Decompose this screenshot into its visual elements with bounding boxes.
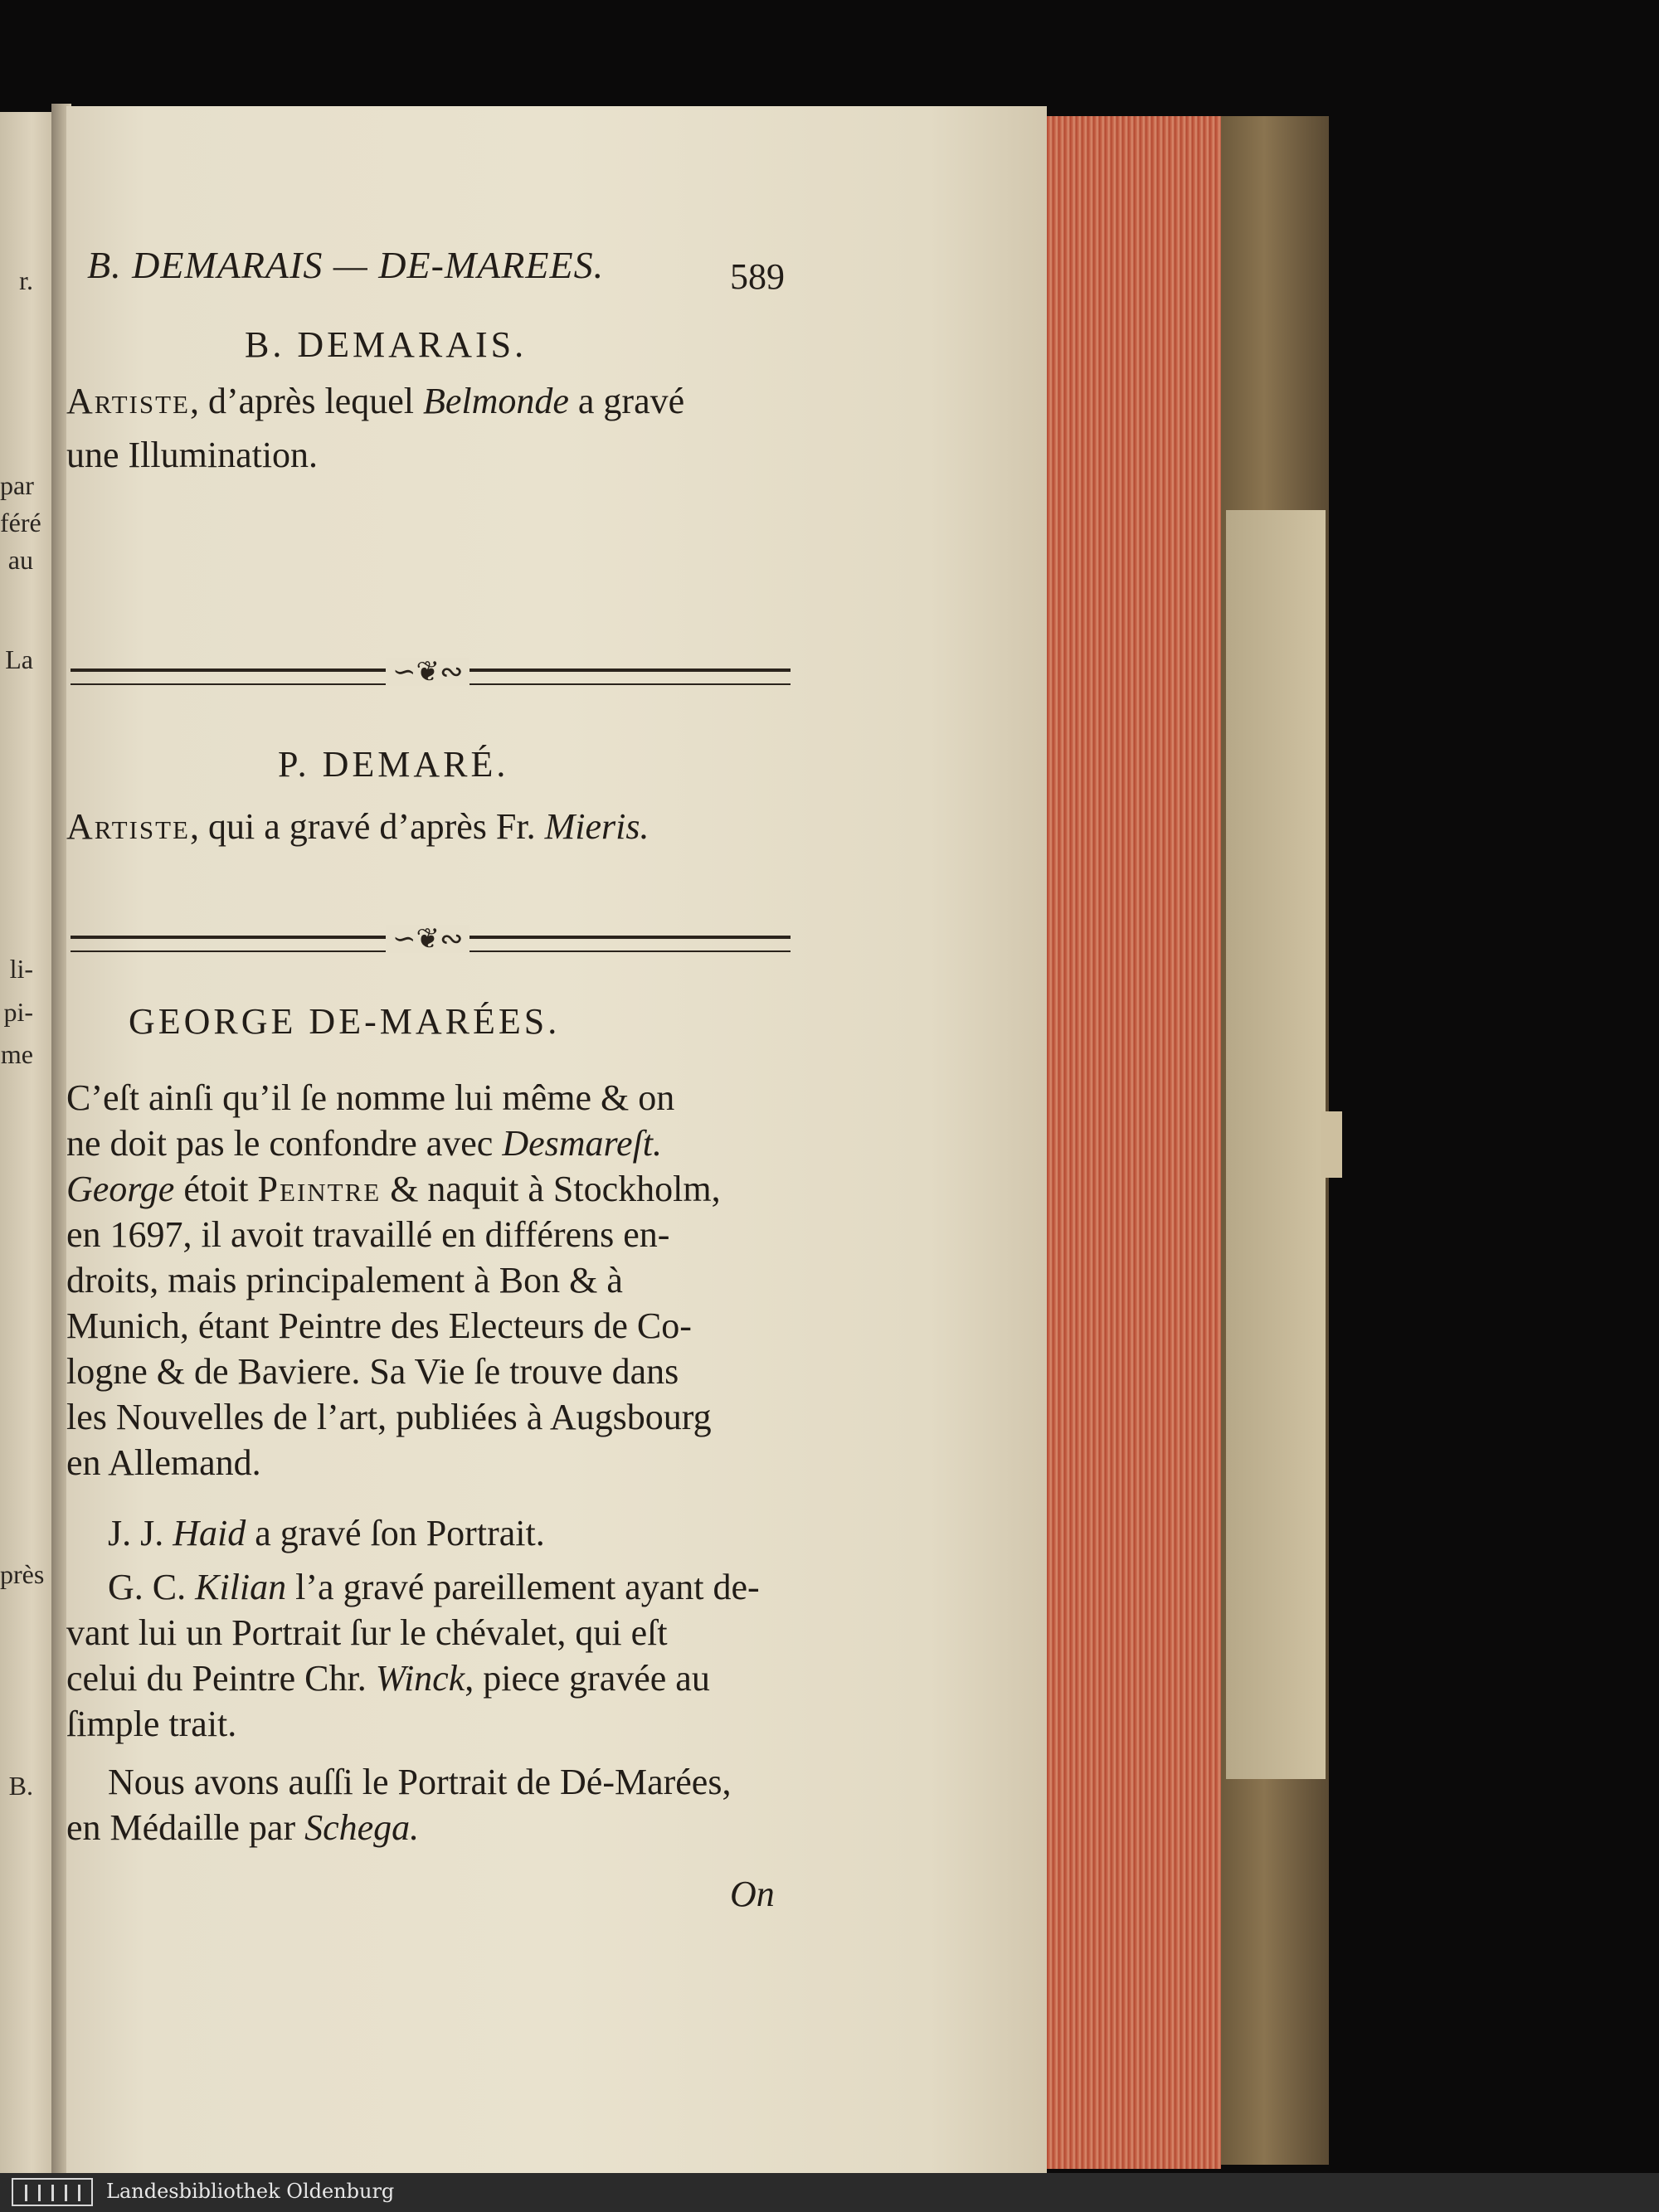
line-text: étoit (174, 1169, 258, 1209)
italic-text: Desmareſt. (502, 1123, 663, 1164)
entry-line (66, 1657, 710, 1699)
entry-line (66, 1396, 712, 1438)
line-text: , d’après lequel (189, 381, 423, 421)
page-tab (1321, 1111, 1342, 1178)
italic-text: Haid (173, 1513, 246, 1553)
left-fragment: au (7, 545, 33, 575)
left-fragment: pi- (3, 997, 33, 1027)
entry-heading: GEORGE DE-MARÉES. (129, 1001, 561, 1042)
footer-bar (0, 2173, 1659, 2212)
line-text: Munich, étant Peintre des Electeurs de Co- (66, 1305, 692, 1346)
entry-line (66, 1213, 669, 1256)
running-head: B. DEMARAIS — DE-MAREES. (87, 244, 605, 286)
entry-line (66, 805, 649, 848)
entry-line (66, 1259, 623, 1301)
entry-line (66, 380, 684, 422)
entry-line (66, 1350, 679, 1393)
left-fragment: féré (0, 508, 41, 537)
entry-line (66, 1122, 662, 1164)
italic-text: George (66, 1169, 175, 1209)
line-text: ſimple trait. (66, 1704, 237, 1744)
line-text: ne doit pas le confondre avec (66, 1123, 503, 1164)
line-text: l’a gravé pareillement ayant de- (286, 1567, 760, 1607)
line-text: une Illumination. (66, 435, 319, 475)
divider-ornament: ∽❦∾ (386, 925, 469, 953)
line-text: celui du Peintre Chr. (66, 1658, 376, 1699)
italic-text: Mieris. (544, 806, 649, 847)
entry-line (66, 1441, 261, 1484)
entry-heading: B. DEMARAIS. (245, 324, 528, 365)
line-text: les Nouvelles de l’art, publiées à Augsbourg (66, 1397, 712, 1437)
line-text: a gravé (568, 381, 685, 421)
line-text: G. C. (108, 1567, 196, 1607)
left-fragment: me (0, 1039, 33, 1069)
left-fragment: li- (9, 954, 33, 984)
italic-text: Schega. (304, 1807, 420, 1848)
italic-text: Kilian (195, 1567, 287, 1607)
italic-text: Winck (375, 1658, 465, 1699)
small-caps-text: Peintre (257, 1169, 382, 1209)
entry-line (66, 1168, 721, 1210)
divider-ornament: ∽❦∾ (386, 658, 469, 686)
left-page-fragment (0, 112, 58, 2181)
line-text: , piece gravée au (465, 1658, 710, 1699)
line-text: en Médaille par (66, 1807, 305, 1848)
entry-line (108, 1512, 545, 1554)
small-caps-text: Artiste (66, 806, 190, 847)
italic-text: Belmonde (422, 381, 569, 421)
entry-line (66, 1305, 692, 1347)
line-text: droits, mais principalement à Bon & à (66, 1260, 623, 1300)
entry-line (108, 1761, 731, 1803)
line-text: , qui a gravé d’après Fr. (189, 806, 545, 847)
left-fragment: près (0, 1559, 45, 1589)
line-text: vant lui un Portrait ſur le chévalet, qui eſt (66, 1612, 668, 1653)
line-text: logne & de Baviere. Sa Vie ſe trouve dans (66, 1351, 679, 1392)
small-caps-text: Artiste (66, 381, 190, 421)
line-text: a gravé ſon Portrait. (246, 1513, 545, 1553)
line-text: Nous avons auſſi le Portrait de Dé-Marées, (108, 1762, 732, 1802)
line-text: & naquit à Stockholm, (381, 1169, 721, 1209)
line-text: C’eſt ainſi qu’il ſe nomme lui même & on (66, 1077, 675, 1118)
footer-label: Landesbibliothek Oldenburg (106, 2180, 395, 2203)
line-text: en 1697, il avoit travaillé en différens en- (66, 1214, 670, 1255)
library-building-icon (12, 2178, 93, 2206)
entry-line (108, 1566, 760, 1608)
book-red-edge (1047, 116, 1221, 2169)
entry-line (66, 1612, 668, 1654)
left-fragment: r. (19, 265, 33, 295)
entry-line (66, 1703, 236, 1745)
page-number: 589 (730, 256, 785, 297)
book-cover-inset (1226, 510, 1326, 1779)
left-fragment: par (0, 470, 34, 500)
entry-line (66, 1077, 674, 1119)
left-fragment: La (5, 644, 33, 674)
entry-line (66, 1806, 419, 1849)
book-page (66, 106, 1047, 2184)
left-fragment: B. (8, 1771, 33, 1801)
line-text: en Allemand. (66, 1442, 261, 1483)
line-text: J. J. (108, 1513, 173, 1553)
entry-line (66, 434, 318, 476)
entry-heading: P. DEMARÉ. (278, 744, 509, 785)
catchword: On (730, 1874, 775, 1914)
